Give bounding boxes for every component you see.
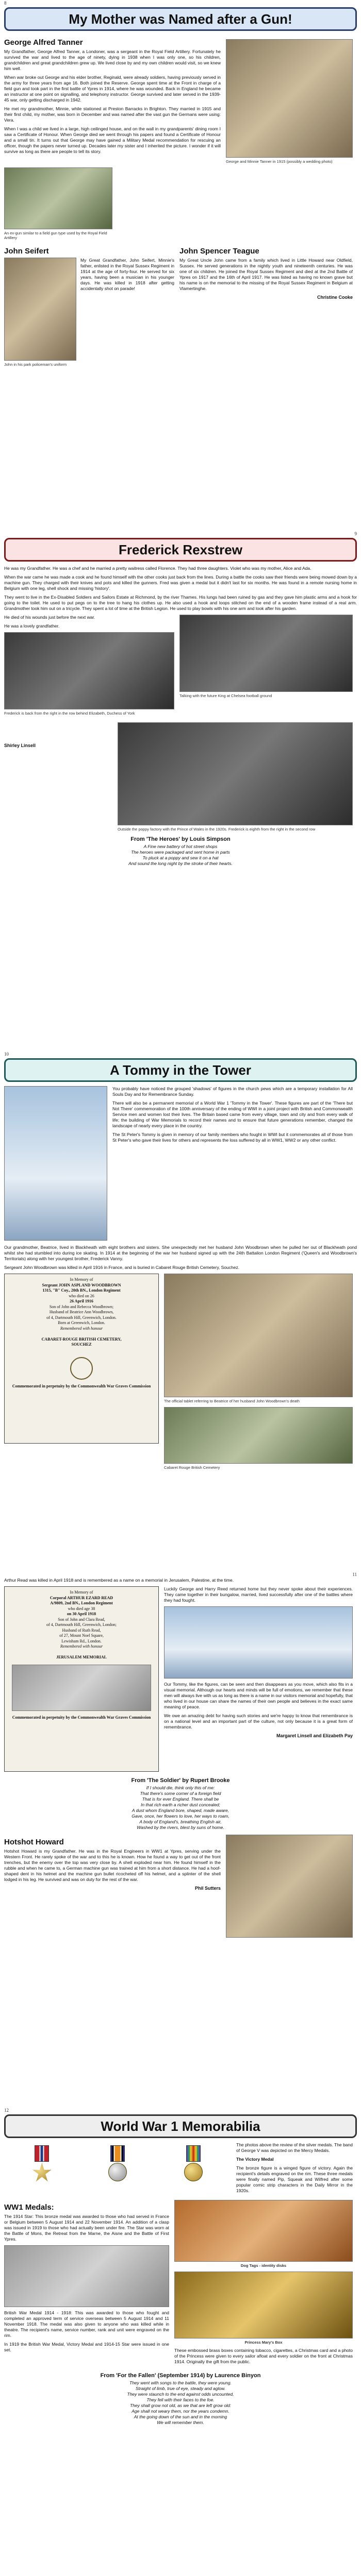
photo-caption: The official tablet referring to Beatrice of her husband John Woodbrown's death [164, 1399, 300, 1403]
photo-caption: Outside the poppy factory with the Prince of Wales in the 1920s. Frederick is eighth from the right in the second row [118, 826, 316, 832]
medal-victory [184, 2145, 203, 2181]
paragraph: He died of his wounds just before the next war. [4, 615, 95, 620]
page-number: 11 [352, 1572, 357, 1577]
memorial-line: Corporal ARTHUR EZARD READ [50, 1595, 113, 1600]
paragraph: The photos above the review of the silver medals. The band of George V was depicted on the Mercy Medals. [236, 2142, 353, 2153]
poem-line: Washed by the rivers, blest by suns of home. [137, 1825, 224, 1830]
cwgc-certificate [4, 1274, 159, 1444]
poem [4, 837, 357, 867]
paragraph: My Grandfather, George Alfred Tanner, a Londoner, was a sergeant in the Royal Field Artillery. Fortunately he survived the war and lived to the age of ninety, dying in 1938 when I was only one, so his children, grandchildren and great grandchildren grew up. We lived close by and my own children would visit, so we knew him well. [4, 49, 221, 71]
memorial-line: 26 April 1916 [70, 1299, 93, 1303]
medal-title: The Victory Medal [236, 2157, 274, 2162]
paragraph: British War Medal 1914 - 1918: This was awarded to those who fought and completed an approved term of service overseas between 5 August 1914 and 11 November 1918. The medal was also given to anyone who was killed while in theatre. The recipient's name, service number, rank and unit were engraved on the rim. [4, 2310, 169, 2338]
cemetery-photo [164, 1407, 353, 1464]
paragraph: The bronze figure is a winged figure of victory. Again the recipient's details engraved on the rim. These three medals were finally named Pip, Squeak and Wilfred after some popular comic strip characters in the Daily Mirror in the 1920s. [236, 2165, 353, 2193]
john-seifert-photo [4, 258, 76, 361]
cwgc-certificate [4, 1586, 159, 1772]
paragraph: Hotshot Howard is my Grandfather. He was in the Royal Engineers in WW1 at Ypres, serving under the Western Front. He rarely spoke of the war and to this he is known. How he found a way to get out of the front trenches, but the enemy over the top was very close by. A shell exploded near him. He found himself in the rubble and when he came to, a German machine gun was trained at him from a short distance. He had a hoof-shaped dent in his helmet and the machine gun bullet ricocheted off his helmet, and a splinter of the shell lodged in his leg. He survived and was on duty for the rest of the war. [4, 1849, 221, 1882]
photo-caption: Talking with the future King at Chelsea football ground [179, 693, 272, 698]
paragraph: Our grandmother, Beatrice, lived in Blackheath with eight brothers and sisters. She unexpectedly met her husband John Woodbrown when he pulled her out of Blackheath pond whilst she had stumbled into during ice skating. In 1914 at the beginning of the war her husband signed up with the 24th Battalion London Regiment ('Queen's and Woodbrown's Territorials) along with her youngest brother, Frederick Vanny. [4, 1245, 357, 1261]
memorial-photo [12, 1665, 151, 1711]
medal-set-photo [4, 2245, 169, 2307]
memorial-line: Lewisham Rd., London. [61, 1638, 102, 1643]
poem-line: A Fine new battery of hot street shops [143, 844, 218, 849]
poem-line: And sound the long night by the stroke of their hearts. [128, 861, 233, 866]
page-title: My Mother was Named after a Gun! [4, 7, 357, 31]
memorial-line: of 4, Dartmouth Hill, Greenwich, London; [46, 1622, 117, 1627]
paragraph: Luckily George and Harry Reed returned home but they never spoke about their experiences. They came together in their bungalow, married, lived successfully after one of the battles where they had fought. [164, 1586, 353, 1603]
paragraph: The 1914 Star: This bronze medal was awarded to those who had served in France or Belgium between 5 August 1914 and 22 November 1914. An addition of a clasp was issued in 1919 to those who had actually been under fire. The Star was worn at the Battle of Mons, the Retreat from the Marne, the Aisne and the Battle of First Ypres. [4, 2214, 169, 2242]
paragraph: We owe an amazing debt for having such stories and we're happy to know that remembrance is on a national level and an important part of the culture, not only because it is a great form of remembrance. [164, 1713, 353, 1730]
memorial-line: SOUCHEZ [71, 1342, 92, 1347]
page-10 [0, 1051, 361, 1571]
author: Margaret Linsell and Elizabeth Pay [276, 1733, 353, 1738]
page-8 [0, 0, 361, 531]
memorial-line: Sergeant JOHN ASPLAND WOODBROWN [42, 1282, 121, 1287]
paragraph: Arthur Read was killed in April 1918 and is remembered as a name on a memorial in Jerusalem, Palestine, at the time. [4, 1578, 234, 1583]
poem-line: A body of England's, breathing English air, [139, 1819, 222, 1824]
author: Phil Sutters [194, 1886, 221, 1891]
poem [4, 1778, 357, 1831]
paragraph: Our Tommy, like the figures, can be seen and then disappears as you move, which also fits in a visual memorial. Although our hearts and minds will be full of emotions, we remember that these men will always live with us as long as there is a name in our visitors memorial and hopefully, that who lived in our house can share the names of their own people and believes in the exact same meaning of peace. [164, 1682, 353, 1709]
paragraph: The St Peter's Tommy is given in memory of our family members who fought in WWI but it commemorates all of those from St Peter's who gave their lives for others and represents the loss suffered by all in WW1, WW2 or any other conflict. [112, 1132, 353, 1143]
paragraph: In 1919 the British War Medal, Victory Medal and 1914-15 Star were issued in one set. [4, 2342, 169, 2352]
paragraph: He was my Grandfather. He was a chef and he married a pretty waitress called Florence. They had three daughters. Violet who was my mother, Alice and Ada. [4, 566, 311, 571]
paragraph: When the war came he was made a cook and he found himself with the other cooks just back from the lines. During a battle the cooks saw their friends were being mowed down by a machine gun. They charged with their knives and pots and killed the gunners. Fred was given a medal but it didn't last for six months. He was found in a remote nursing home in Belgium with one leg, shell shock and missing 'history'. [4, 574, 357, 591]
section-heading: Hotshot Howard [4, 1838, 64, 1846]
photo-caption: George and Minnie Tanner in 1915 (possibly a wedding photo) [226, 159, 333, 164]
poem-line: At the going down of the sun and in the morning [134, 2414, 227, 2419]
memorial-tablet-photo [164, 1274, 353, 1397]
memorial-line: Husband of Ruth Read, [62, 1628, 101, 1633]
memorial-line: on 30 April 1918 [67, 1612, 96, 1616]
author: Shirley Linsell [4, 742, 36, 748]
memorial-line: 1315, "B" Coy., 20th BN., London Regiment [42, 1288, 121, 1293]
medal-1914-star [32, 2145, 51, 2181]
photo-caption: John in his park policeman's uniform [4, 362, 67, 367]
page-9 [0, 531, 361, 1051]
memorial-line: In Memory of [70, 1590, 93, 1595]
memorial-footer: Commemorated in perpetuity by the Commonwealth War Graves Commission [12, 1384, 151, 1388]
page-title: World War 1 Memorabilia [4, 2114, 357, 2138]
poem-line: We will remember them. [157, 2420, 204, 2425]
memorial-line: who died age 38 [68, 1606, 95, 1611]
photo-caption: An ex-gun similar to a field gun type used by the Royal Field Artillery [4, 230, 107, 240]
poem-line: They were staunch to the end against odds uncounted, [127, 2392, 234, 2397]
page-title: A Tommy in the Tower [4, 1058, 357, 1082]
hotshot-howard-photo [226, 1835, 353, 1938]
poem-line: They shall grow not old, as we that are left grow old: [129, 2403, 232, 2408]
memorial-line: of 4, Dartmouth Hill, Greenwich, London. [46, 1315, 117, 1320]
poem-line: That is for ever England. There shall be [142, 1797, 219, 1802]
tommy-silhouette-photo [4, 1086, 107, 1241]
memorial-line: A/9809, 2nd BN., London Regiment [50, 1601, 113, 1605]
poem-line: They went with songs to the battle, they were young. [129, 2380, 232, 2385]
page-number: 8 [4, 1, 7, 6]
page-12 [0, 2107, 361, 2576]
princess-mary-box-photo [174, 2272, 353, 2338]
memorial-line: In Memory of [70, 1277, 93, 1282]
section-heading: John Spencer Teague [179, 246, 259, 256]
paragraph: He met my grandmother, Minnie, while stationed at Preston Barracks in Brighton. They married in 1915 and their first child, my mother, was born in December and was named after the vast gun the Germans were using: Vera. [4, 106, 221, 123]
memorial-line: Son of John and Clara Read, [58, 1617, 105, 1622]
poppy-factory-photo [118, 722, 353, 825]
memorial-line: Remembered with honour [60, 1326, 103, 1331]
medal-british-war [108, 2145, 127, 2181]
portrait-photo [226, 39, 353, 158]
paragraph: They went to live in the Ex-Disabled Soldiers and Sailors Estate at Richmond, by the river Thames. His lungs had been ruined by gas and they gave him plastic arms and a hook for going to the toilet. He used to put pegs on to the tree to hang his clothes up. He also used a hook and loops stitched on the end of a wooden frame instead of a real arm. Grandmother took him out on a tricycle. They spent a lot of time at the British Legion. He used to play bowls with his one arm and look after his garden. [4, 595, 357, 611]
field-gun-photo [4, 167, 112, 229]
photo-caption: Princess Mary's Box [244, 2340, 283, 2345]
memorial-line: Remembered with honour [60, 1644, 103, 1649]
poem [4, 2373, 357, 2426]
page-number: 10 [4, 1052, 9, 1057]
section-heading: George Alfred Tanner [4, 38, 83, 47]
poem-title: From 'For the Fallen' (September 1914) by Laurence Binyon [100, 2372, 261, 2379]
paragraph: You probably have noticed the grouped 'shadows' of figures in the church pews which are a temporary installation for All Souls Day and for Remembrance Sunday. [112, 1086, 353, 1097]
photo-caption: Cabaret Rouge British Cemetery [164, 1465, 220, 1470]
poem-line: A dust whom England bore, shaped, made aware, [132, 1808, 229, 1813]
paragraph: Sergeant John Woodbrown was killed in April 1916 in France, and is buried in Cabaret Rouge British Cemetery, Souchez. [4, 1265, 240, 1270]
page-number: 12 [4, 2108, 9, 2113]
memorial-line: CABARET-ROUGE BRITISH CEMETERY, [41, 1336, 122, 1342]
paragraph: These embossed brass boxes containing tobacco, cigarettes, a Christmas card and a photo of the Princess were given to every sailor afloat and every soldier on the front at Christmas 1914. Originally the gift from the public. [174, 2348, 353, 2364]
tommy-figure-photo [164, 1606, 353, 1679]
poem-title: From 'The Heroes' by Louis Simpson [130, 836, 231, 842]
poem-line: Age shall not weary them, nor the years condemn. [132, 2409, 229, 2414]
poem-line: They fell with their faces to the foe. [146, 2397, 215, 2402]
poem-line: That there's some corner of a foreign field [140, 1791, 221, 1796]
memorial-line: Husband of Beatrice Ann Woodbrown, [49, 1310, 114, 1314]
royal-visit-photo [4, 632, 174, 709]
poem-line: To pluck at a poppy and sew it on a hat [142, 855, 219, 860]
section-heading: WW1 Medals: [4, 2203, 54, 2212]
photo-caption: Frederick is back from the right in the row behind Elizabeth, Duchess of York [4, 711, 135, 716]
page-title: Frederick Rexstrew [4, 538, 357, 562]
poem-line: If I should die, think only this of me: [146, 1785, 215, 1790]
paragraph: When I was a child we lived in a large, high ceilinged house, and on the wall in my grandparents' dining room I saw a Certificate of Honour. When George died we went through his papers and found a Certificate of Honour and a small tin. It turns out that George may have gained a Military Medal recommendation for rescuing an officer, though the papers never turned up. Decades later my sister and I inherited the picture. I wonder if it will survive as long as there are people to tell its story. [4, 126, 221, 154]
paragraph: My Great Grandfather, John Seifert, Minnie's father, enlisted in the Royal Sussex Regiment in 1914 at the age of forty-four. He served for six years, having been a musician in his younger days. He was killed in 1918 after getting accidentally shot on parade! [80, 257, 174, 291]
paragraph: When war broke out George and his elder brother, Reginald, were already soldiers, having previously served in the army for three years from age 16. Both joined the Reserve. George spent time at the Front in charge of a field gun and took part in the first battle of Ypres in 1914, where he was wounded. Back in England he became an instructor at one point on signalling, and telephony instructor. George survived and later served in the 1939-45 war, only getting discharged in 1942. [4, 75, 221, 103]
cwgc-emblem [70, 1357, 93, 1380]
poem-title: From 'The Soldier' by Rupert Brooke [131, 1777, 230, 1784]
football-ground-photo [179, 615, 353, 692]
poem-line: In that rich earth a richer dust concealed; [140, 1802, 221, 1807]
memorial-line: JERUSALEM MEMORIAL [56, 1655, 107, 1659]
paragraph: My Great Uncle John came from a family which lived in Little Howard near Oldfield, Sussex. He served generations in the nightly youth and nineteenth centuries. He was one of six children. He joined the Royal Sussex Regiment and died at the 2nd Battle of Ypres on 1917 and the 16th of April 1917. He was listed as having no known grave but his name is on the memorial to the missing of the Royal Sussex Regiment in Belgium at Vlamertinghe. [179, 257, 353, 291]
page-number: 9 [354, 531, 357, 536]
poem-line: Straight of limb, true of eye, steady and aglow. [135, 2386, 226, 2391]
page-11 [0, 1571, 361, 2107]
paragraph: He was a lovely grandfather. [4, 623, 60, 629]
memorial-line: of 27, Mount Noel Square, [59, 1633, 104, 1638]
memorial-line: who died on 26 [69, 1293, 94, 1298]
photo-caption: Dog Tags - identity disks [240, 2263, 287, 2268]
paragraph [236, 2157, 353, 2162]
memorial-line: Born at Greenwich, London. [58, 1320, 105, 1325]
poem-line: Gave, once, her flowers to love, her ways to roam, [132, 1814, 229, 1819]
section-heading: John Seifert [4, 246, 49, 256]
paragraph: There will also be a permanent memorial of a World War 1 'Tommy in the Tower'. These figures are part of the 'There but Not There' commemoration of the 100th anniversary of the ending of WWI in a joint project with British and Commonwealth Service men and women lost their lives. The Britain based came from every village, town and city and from every walk of life; the building of War Memorials to record their names and to ensure that future generations remember, changed the landscape of nearly every place in the country. [112, 1100, 353, 1128]
memorial-footer: Commemorated in perpetuity by the Commonwealth War Graves Commission [12, 1715, 151, 1720]
author: Christine Cooke [317, 294, 353, 300]
dog-tags-photo [174, 2200, 353, 2262]
poem-line: The heroes were packaged and sent home in parts [131, 850, 230, 855]
memorial-line: Son of John and Rebecca Woodbrown; [49, 1304, 114, 1309]
